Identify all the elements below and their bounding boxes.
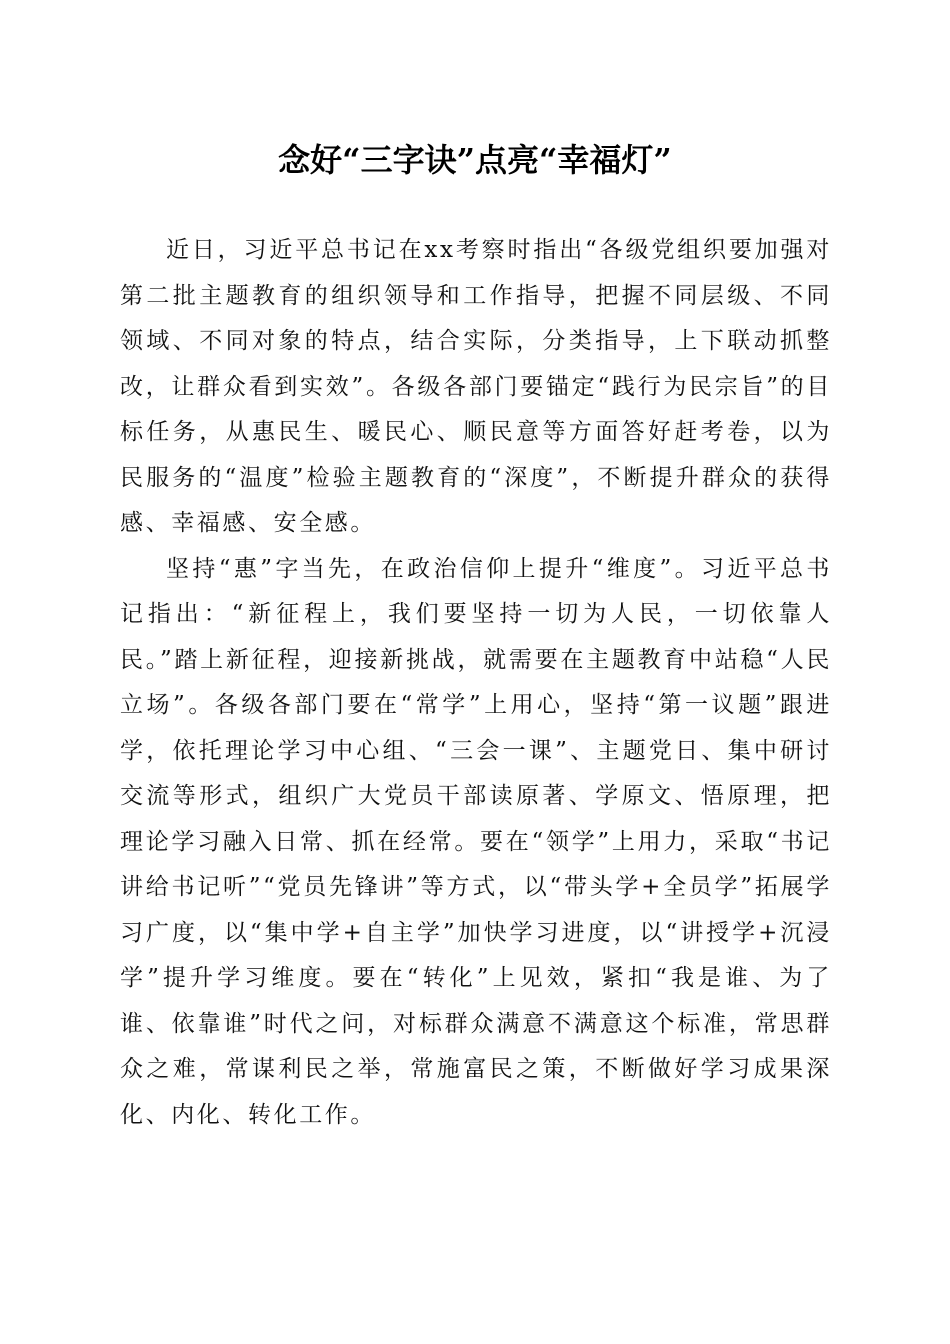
paragraph-intro: 近日，习近平总书记在xx考察时指出“各级党组织要加强对第二批主题教育的组织领导和工作指导，把握不同层级、不同领域、不同对象的特点，结合实际，分类指导，上下联动抓整改，让群众看到实效”。各级各部门要锚定“践行为民宗旨”的目标任务，从惠民生、暖民心、顺民意等方面答好赶考卷，以为民服务的“温度”检验主题教育的“深度”，不断提升群众的获得感、幸福感、安全感。	[120, 237, 832, 536]
paragraph-hui: 坚持“惠”字当先，在政治信仰上提升“维度”。习近平总书记指出：“新征程上，我们要坚持一切为人民，一切依靠人民。”踏上新征程，迎接新挑战，就需要在主题教育中站稳“人民立场”。各级各部门要在“常学”上用心，坚持“第一议题”跟进学，依托理论学习中心组、“三会一课”、主题党日、集中研讨交流等形式，组织广大党员干部读原著、学原文、悟原理，把理论学习融入日常、抓在经常。要在“领学”上用力，采取“书记讲给书记听”“党员先锋讲”等方式，以“带头学+全员学”拓展学习广度，以“集中学+自主学”加快学习进度，以“讲授学+沉浸学”提升学习维度。要在“转化”上见效，紧扣“我是谁、为了谁、依靠谁”时代之问，对标群众满意不满意这个标准，常思群众之难，常谋利民之举，常施富民之策，不断做好学习成果深化、内化、转化工作。	[120, 555, 832, 1128]
document-body	[120, 228, 832, 1138]
document-title: 念好“三字诀”点亮“幸福灯”	[278, 141, 672, 179]
